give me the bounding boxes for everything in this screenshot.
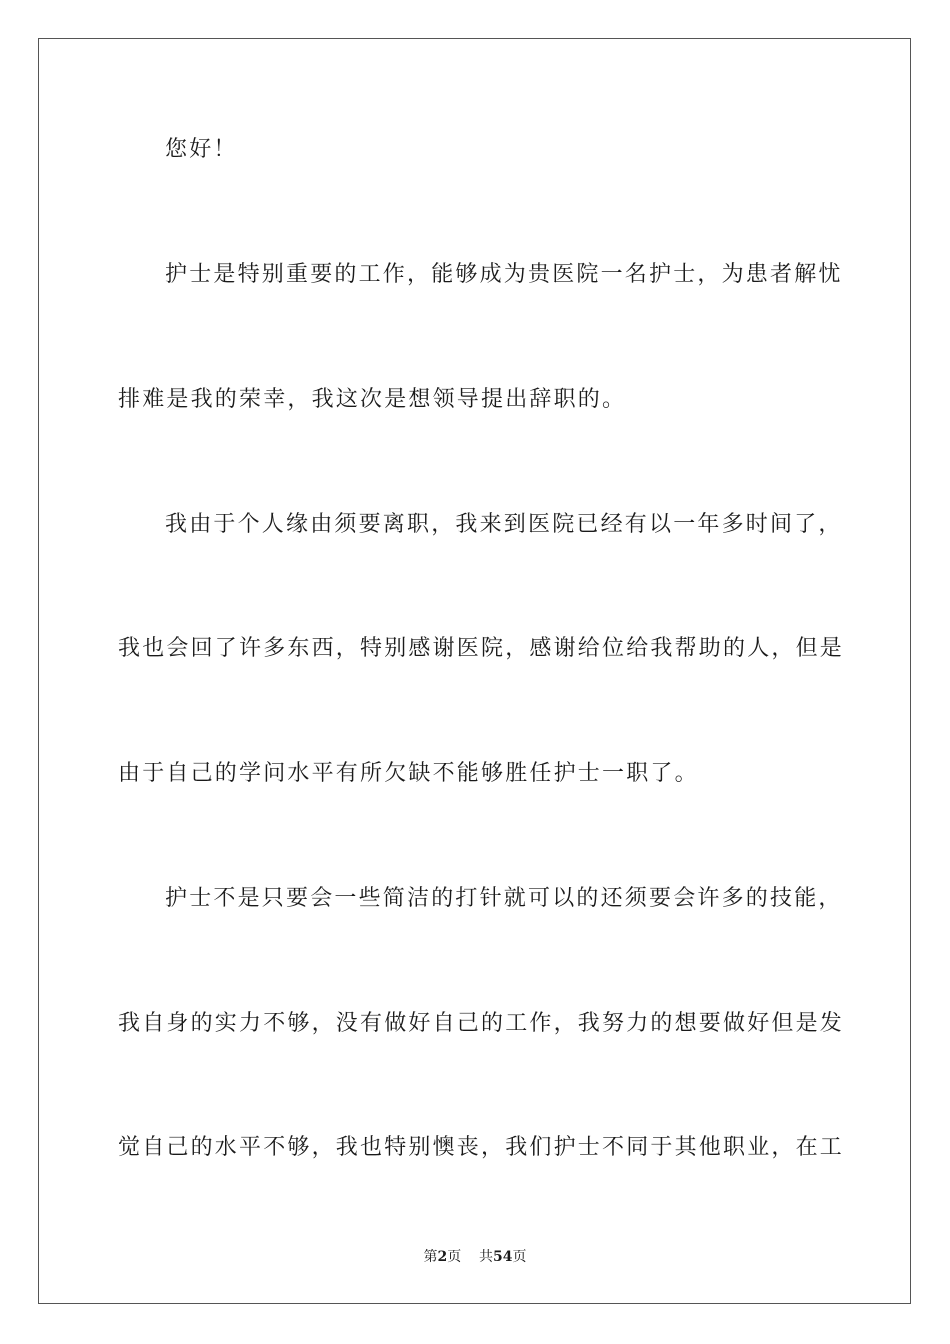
total-suffix: 页 xyxy=(512,1249,527,1265)
paragraph-2-line-3: 由于自己的学问水平有所欠缺不能够胜任护士一职了。 xyxy=(118,761,699,786)
paragraph-3-line-1: 护士不是只要会一些简洁的打针就可以的还须要会许多的技能， xyxy=(165,886,843,911)
greeting-line: 您好！ xyxy=(165,137,238,162)
total-pages: 54 xyxy=(493,1249,513,1265)
paragraph-2-line-2: 我也会回了许多东西，特别感谢医院，感谢给位给我帮助的人，但是 xyxy=(118,636,845,661)
page-suffix: 页 xyxy=(447,1249,462,1265)
paragraph-1-line-1: 护士是特别重要的工作，能够成为贵医院一名护士，为患者解忧 xyxy=(165,262,843,287)
total-prefix: 共 xyxy=(479,1249,494,1265)
page-border xyxy=(38,38,911,1304)
page-footer xyxy=(0,1248,950,1266)
page-prefix: 第 xyxy=(423,1249,438,1265)
paragraph-3-line-2: 我自身的实力不够，没有做好自己的工作，我努力的想要做好但是发 xyxy=(118,1011,845,1036)
paragraph-3-line-3: 觉自己的水平不够，我也特别懊丧，我们护士不同于其他职业，在工 xyxy=(118,1135,845,1160)
paragraph-2-line-1: 我由于个人缘由须要离职，我来到医院已经有以一年多时间了， xyxy=(165,512,843,537)
paragraph-1-line-2: 排难是我的荣幸，我这次是想领导提出辞职的。 xyxy=(118,387,627,412)
page-number: 2 xyxy=(437,1249,448,1265)
